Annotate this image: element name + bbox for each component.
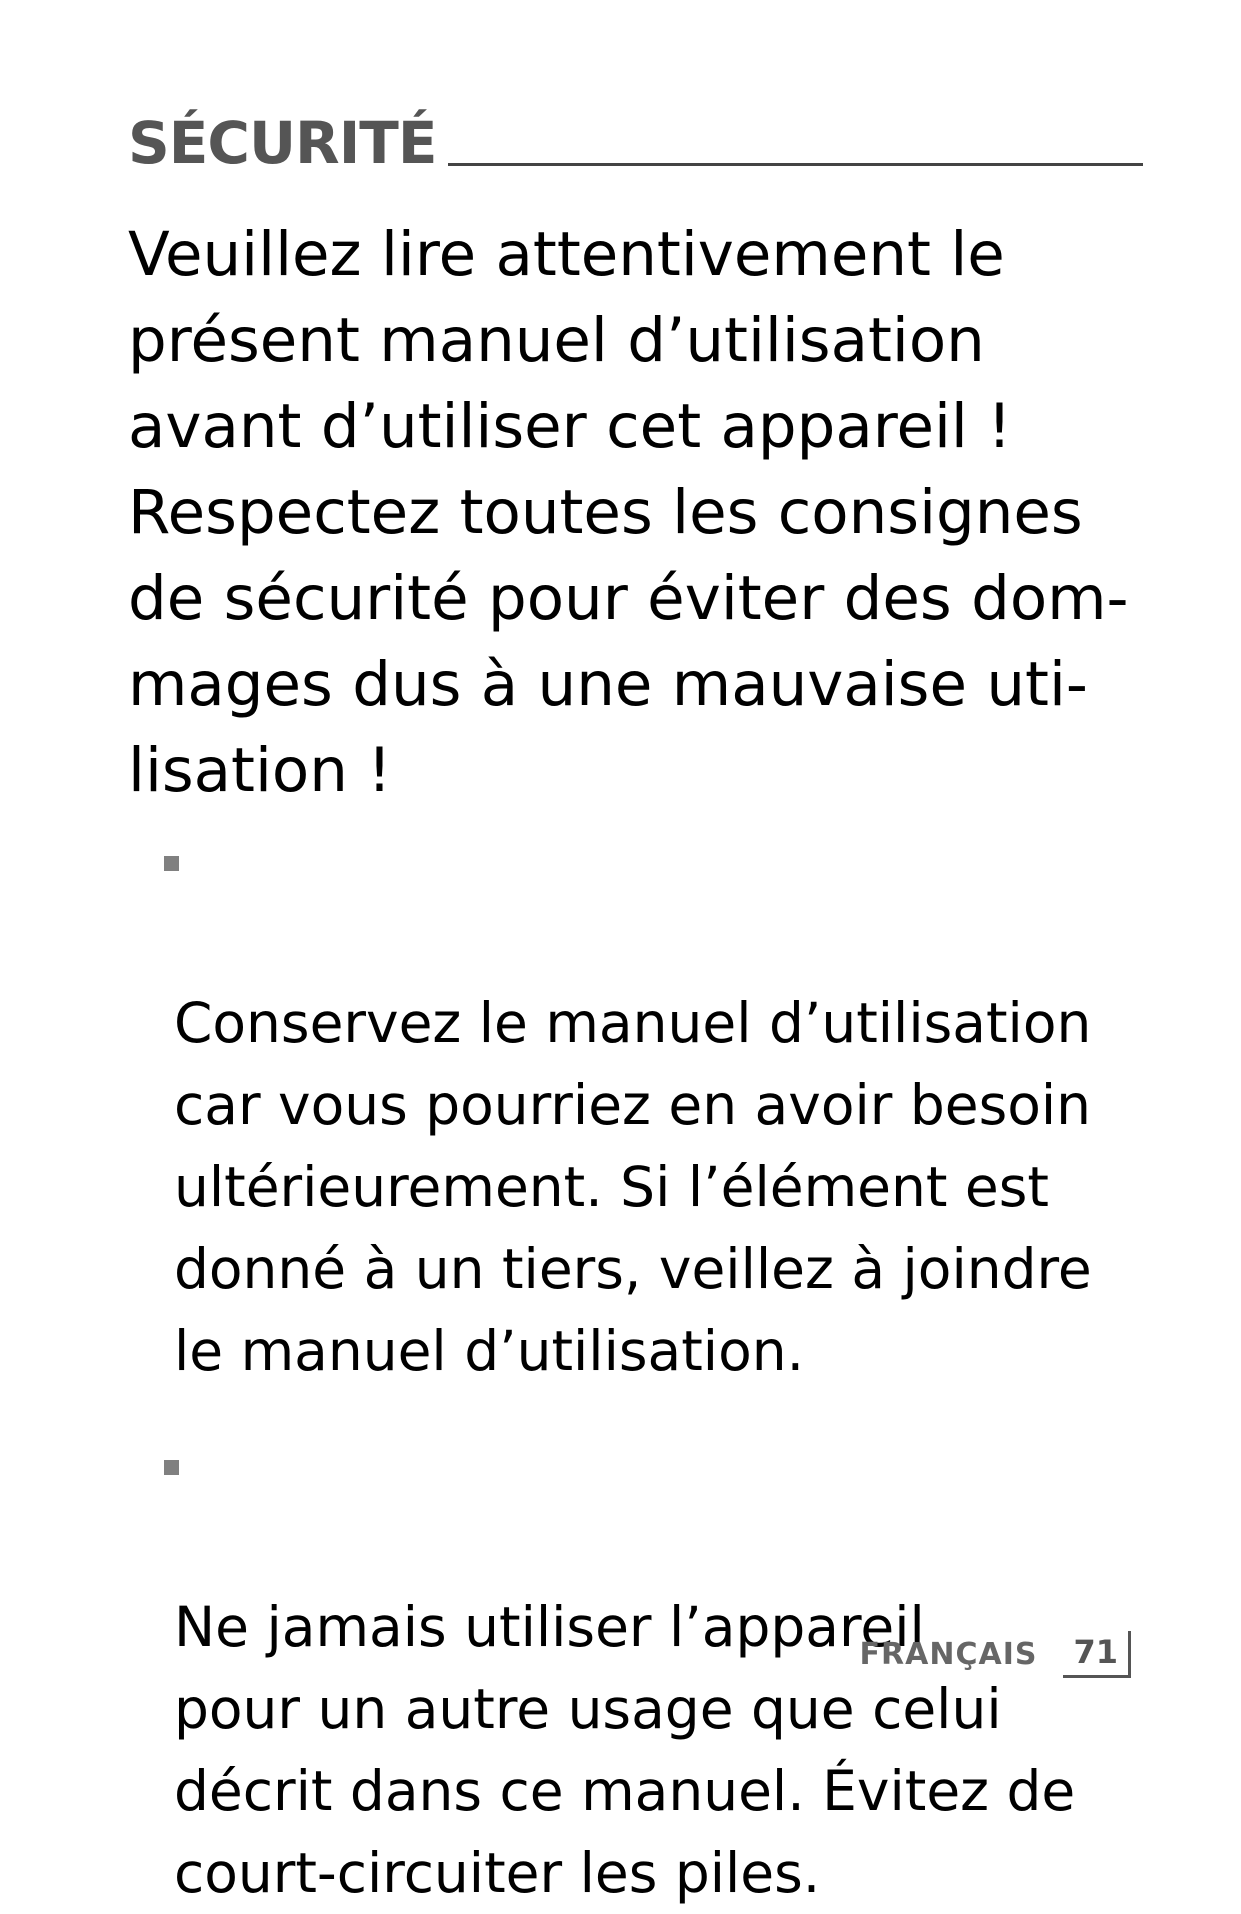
section-header bbox=[128, 92, 1143, 177]
square-bullet-icon bbox=[164, 856, 179, 871]
header-rule bbox=[448, 163, 1143, 166]
page-footer bbox=[860, 1624, 1131, 1684]
page-number: 71 bbox=[1063, 1631, 1131, 1678]
safety-instructions-list bbox=[128, 818, 1138, 1914]
footer-language: FRANÇAIS bbox=[859, 1636, 1038, 1672]
list-item-text: Ne jamais utiliser l’appareil pour un autre usage que celui décrit dans ce manuel. Évitez de court-circuiter les piles. bbox=[174, 1595, 1076, 1905]
section-title: SÉCURITÉ bbox=[128, 109, 437, 177]
list-item-text: Conservez le manuel d’utilisation car vous pourriez en avoir besoin ultérieurement. Si l’élément est donné à un tiers, veillez à joindre le manuel d’utilisation. bbox=[174, 991, 1092, 1383]
square-bullet-icon bbox=[164, 1460, 179, 1475]
intro-paragraph: Veuillez lire attentivement le présent manuel d’utilisation avant d’utiliser cet appareil ! Respectez toutes les consignes de sécurité pour éviter des dom- mages dus à une mauvaise uti- lisation ! bbox=[128, 219, 1129, 806]
list-item bbox=[128, 818, 1138, 1392]
